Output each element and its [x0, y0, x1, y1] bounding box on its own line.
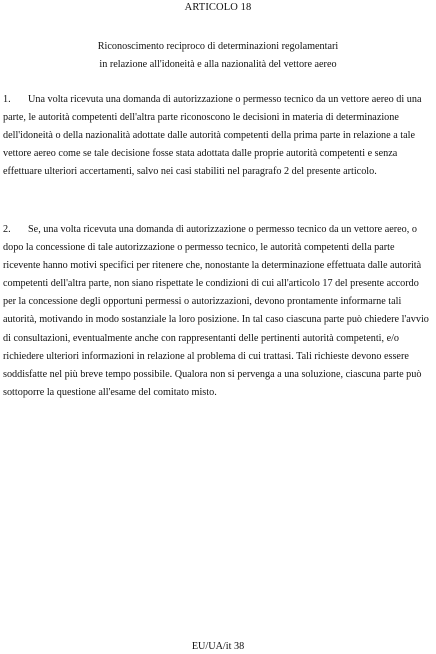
article-title: [0, 38, 436, 73]
article-heading: ARTICOLO 18: [184, 2, 252, 13]
paragraph-number: 1.: [3, 94, 11, 105]
paragraph-number: 2.: [3, 224, 11, 235]
paragraph-text: Se, una volta ricevuta una domanda di autorizzazione o permesso tecnico da un vettore aereo, o dopo la concessione di tale autorizzazione o permesso tecnico, le autorità competenti della parte ricevente hanno motivi specifici per ritenere che, nonostante la determinazione effettuata dalle autorità competenti dell'altra parte, non siano rispettate le condizioni di cui all'articolo 17 del presente accordo per la concessione degli opportuni permessi o autorizzazioni, devono prontamente informarne tali autorità, motivando in modo sostanziale la loro posizione. In tal caso ciascuna parte può chiedere l'avvio di consultazioni, eventualmente anche con rappresentanti delle pertinenti autorità competenti, e/o richiedere ulteriori informazioni in relazione al problema di cui trattasi. Tali richieste devono essere soddisfatte nel più breve tempo possibile. Qualora non si pervenga a una soluzione, ciascuna parte può sottoporre la questione all'esame del comitato misto.: [3, 224, 429, 398]
paragraph-1: [3, 91, 433, 181]
article-title-line-1: Riconoscimento reciproco di determinazioni regolamentari: [97, 41, 339, 52]
article-title-line-2: in relazione all'idoneità e alla nazionalità del vettore aereo: [99, 58, 337, 70]
paragraph-2: [3, 221, 433, 402]
paragraph-text: Una volta ricevuta una domanda di autorizzazione o permesso tecnico da un vettore aereo di una parte, le autorità competenti dell'altra parte riconoscono le decisioni in materia di determinazione dell'idoneità o della nazionalità adottate dalle autorità competenti della prima parte in relazione a tale vettore aereo come se tale decisione fosse stata adottata dalle proprie autorità competenti e senza effettuare ulteriori accertamenti, salvo nei casi stabiliti nel paragrafo 2 del presente articolo.: [3, 94, 422, 178]
page-footer: EU/UA/it 38: [191, 641, 245, 652]
